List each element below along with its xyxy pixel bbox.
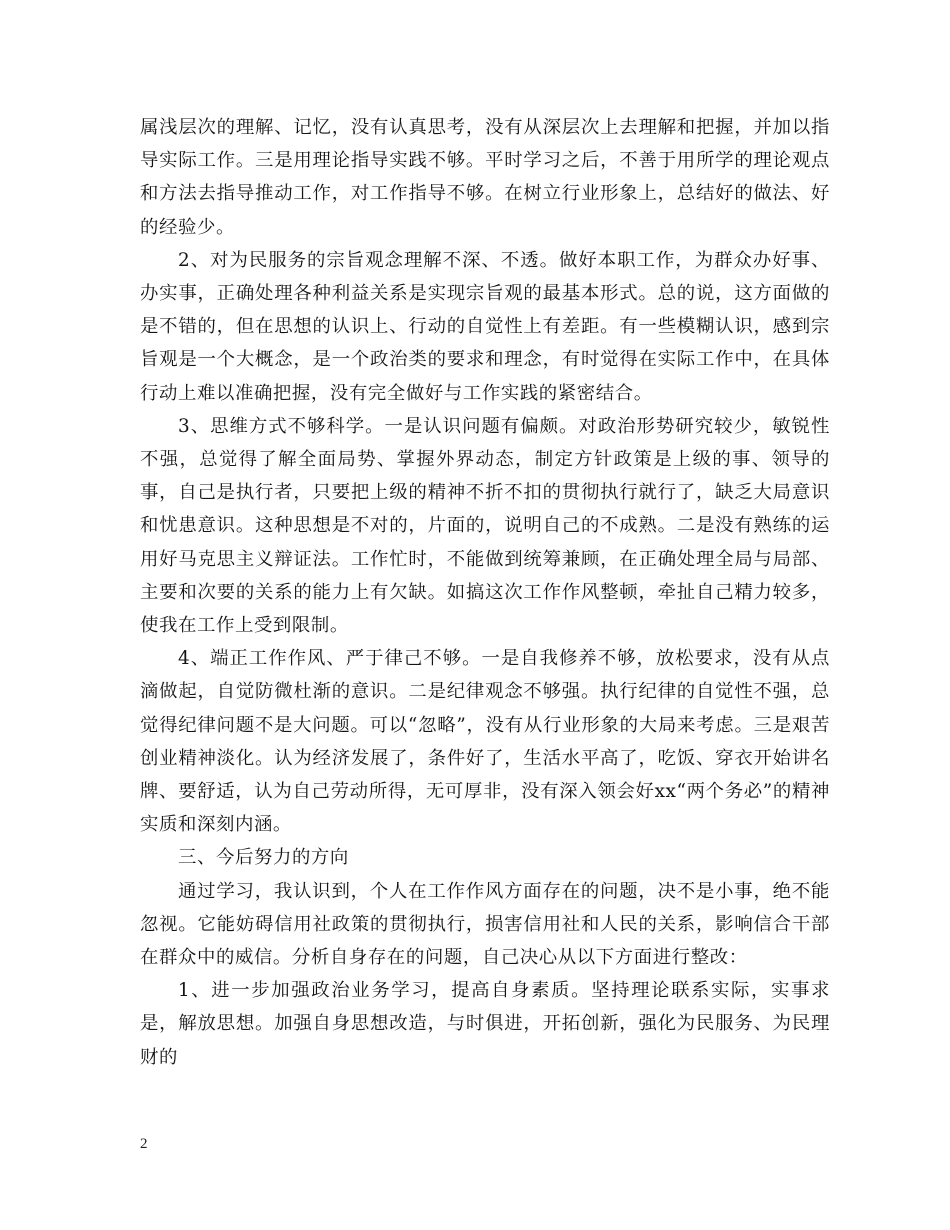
paragraph-item-2: 2、对为民服务的宗旨观念理解不深、不透。做好本职工作，为群众办好事、办实事，正确处理各种利益关系是实现宗旨观的最基本形式。总的说，这方面做的是不错的，但在思想的认识上、行动的自觉性上有差距。有一些模糊认识，感到宗旨观是一个大概念，是一个政治类的要求和理念，有时觉得在实际工作中，在具体行动上难以准确把握，没有完全做好与工作实践的紧密结合。	[140, 249, 830, 404]
page-number: 2	[140, 1136, 148, 1152]
paragraph-intro: 通过学习，我认识到，个人在工作作风方面存在的问题，决不是小事，绝不能忽视。它能妨碍信用社政策的贯彻执行，损害信用社和人民的关系，影响信合干部在群众中的威信。分析自身存在的问题，自己决心从以下方面进行整改：	[140, 880, 830, 969]
section-heading: 三、今后努力的方向	[178, 847, 349, 869]
paragraph-item-3: 3、思维方式不够科学。一是认识问题有偏颇。对政治形势研究较少，敏锐性不强，总觉得了解全面局势、掌握外界动态，制定方针政策是上级的事、领导的事，自己是执行者，只要把上级的精神不折不扣的贯彻执行就行了，缺乏大局意识和忧患意识。这种思想是不对的，片面的，说明自己的不成熟。二是没有熟练的运用好马克思主义辩证法。工作忙时，不能做到统筹兼顾，在正确处理全局与局部、主要和次要的关系的能力上有欠缺。如搞这次工作作风整顿，牵扯自己精力较多，使我在工作上受到限制。	[140, 415, 830, 637]
paragraph-item-4: 4、端正工作作风、严于律己不够。一是自我修养不够，放松要求，没有从点滴做起，自觉防微杜渐的意识。二是纪律观念不够强。执行纪律的自觉性不强，总觉得纪律问题不是大问题。可以“忽略”，没有从行业形象的大局来考虑。三是艰苦创业精神淡化。认为经济发展了，条件好了，生活水平高了，吃饭、穿衣开始讲名牌、要舒适，认为自己劳动所得，无可厚非，没有深入领会好xx“两个务必”的精神实质和深刻内涵。	[140, 648, 830, 836]
paragraph-action-1: 1、进一步加强政治业务学习，提高自身素质。坚持理论联系实际，实事求是，解放思想。加强自身思想改造，与时俱进，开拓创新，强化为民服务、为民理财的	[140, 980, 830, 1068]
document-body	[140, 111, 830, 1074]
paragraph-continuation: 属浅层次的理解、记忆，没有认真思考，没有从深层次上去理解和把握，并加以指导实际工作。三是用理论指导实践不够。平时学习之后，不善于用所学的理论观点和方法去指导推动工作，对工作指导不够。在树立行业形象上，总结好的做法、好的经验少。	[140, 117, 830, 238]
